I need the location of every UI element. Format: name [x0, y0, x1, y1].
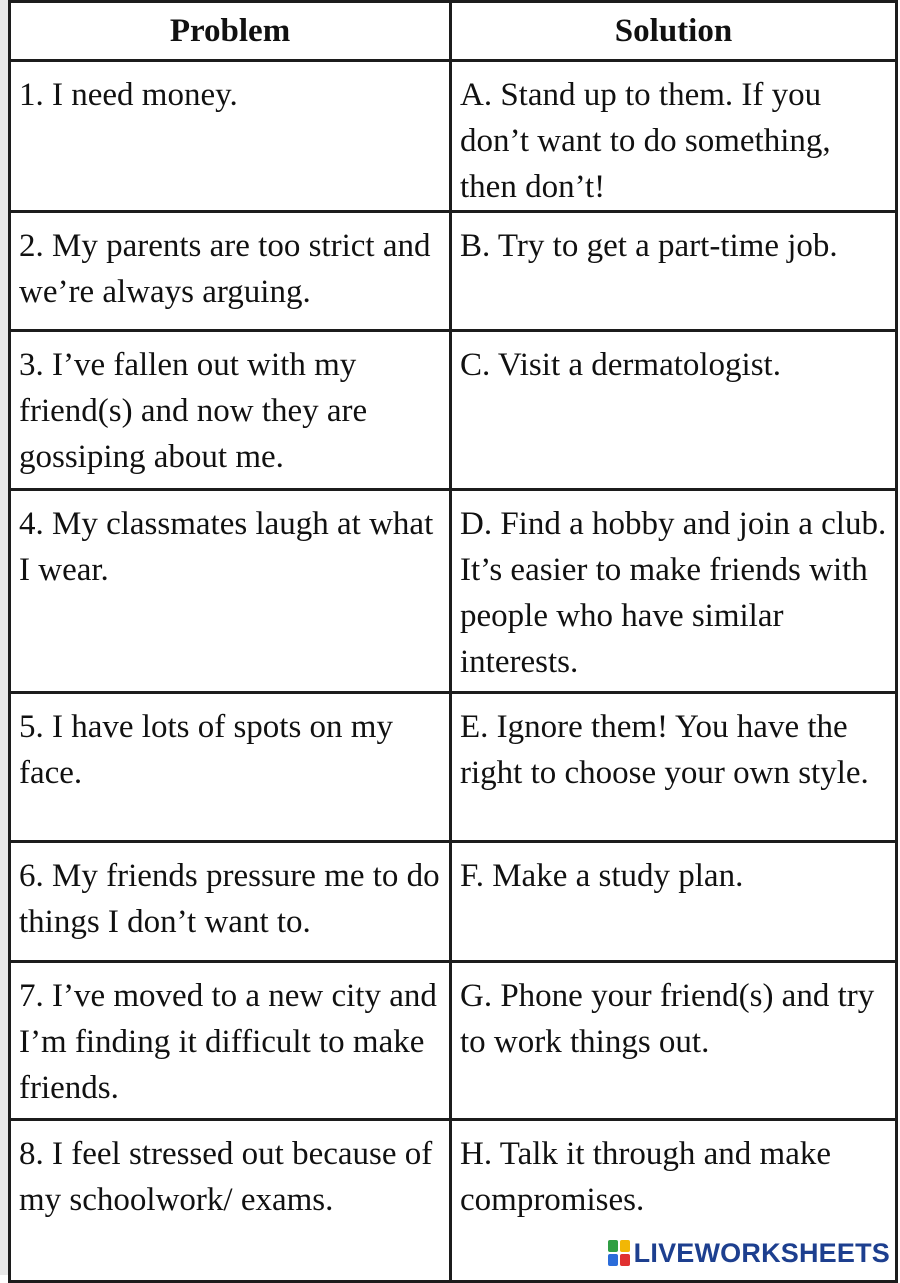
problem-cell: 6. My friends pressure me to do things I don’t want to. [10, 842, 451, 962]
solution-cell: A. Stand up to them. If you don’t want to do something, then don’t! [451, 61, 897, 212]
problem-cell: 8. I feel stressed out because of my schoolwork/ exams. [10, 1120, 451, 1282]
solution-cell: H. Talk it through and make compromises. [451, 1120, 897, 1282]
solution-cell: B. Try to get a part-time job. [451, 212, 897, 331]
solution-header: Solution [451, 2, 897, 61]
table-row [10, 61, 897, 212]
header-row [10, 2, 897, 61]
solution-cell: D. Find a hobby and join a club. It’s easier to make friends with people who have similar interests. [451, 490, 897, 693]
problem-cell: 2. My parents are too strict and we’re always arguing. [10, 212, 451, 331]
solution-cell: G. Phone your friend(s) and try to work things out. [451, 962, 897, 1120]
problem-cell: 1. I need money. [10, 61, 451, 212]
left-edge-strip [0, 0, 8, 1275]
table-row [10, 842, 897, 962]
liveworksheets-watermark [608, 1238, 890, 1268]
logo-square-red [620, 1254, 630, 1266]
problem-cell: 4. My classmates laugh at what I wear. [10, 490, 451, 693]
solution-cell: F. Make a study plan. [451, 842, 897, 962]
problem-cell: 3. I’ve fallen out with my friend(s) and now they are gossiping about me. [10, 331, 451, 490]
watermark-text: LIVEWORKSHEETS [633, 1237, 890, 1268]
table-row [10, 331, 897, 490]
problem-solution-table [8, 0, 898, 1283]
table-row [10, 693, 897, 842]
solution-cell: C. Visit a dermatologist. [451, 331, 897, 490]
logo-square-green [608, 1240, 618, 1252]
logo-square-blue [608, 1254, 618, 1266]
table-row [10, 490, 897, 693]
solution-cell: E. Ignore them! You have the right to choose your own style. [451, 693, 897, 842]
table-row [10, 212, 897, 331]
problem-header: Problem [10, 2, 451, 61]
problem-cell: 5. I have lots of spots on my face. [10, 693, 451, 842]
problem-cell: 7. I’ve moved to a new city and I’m finding it difficult to make friends. [10, 962, 451, 1120]
logo-square-yellow [620, 1240, 630, 1252]
liveworksheets-logo-icon [608, 1240, 630, 1266]
table-row [10, 962, 897, 1120]
